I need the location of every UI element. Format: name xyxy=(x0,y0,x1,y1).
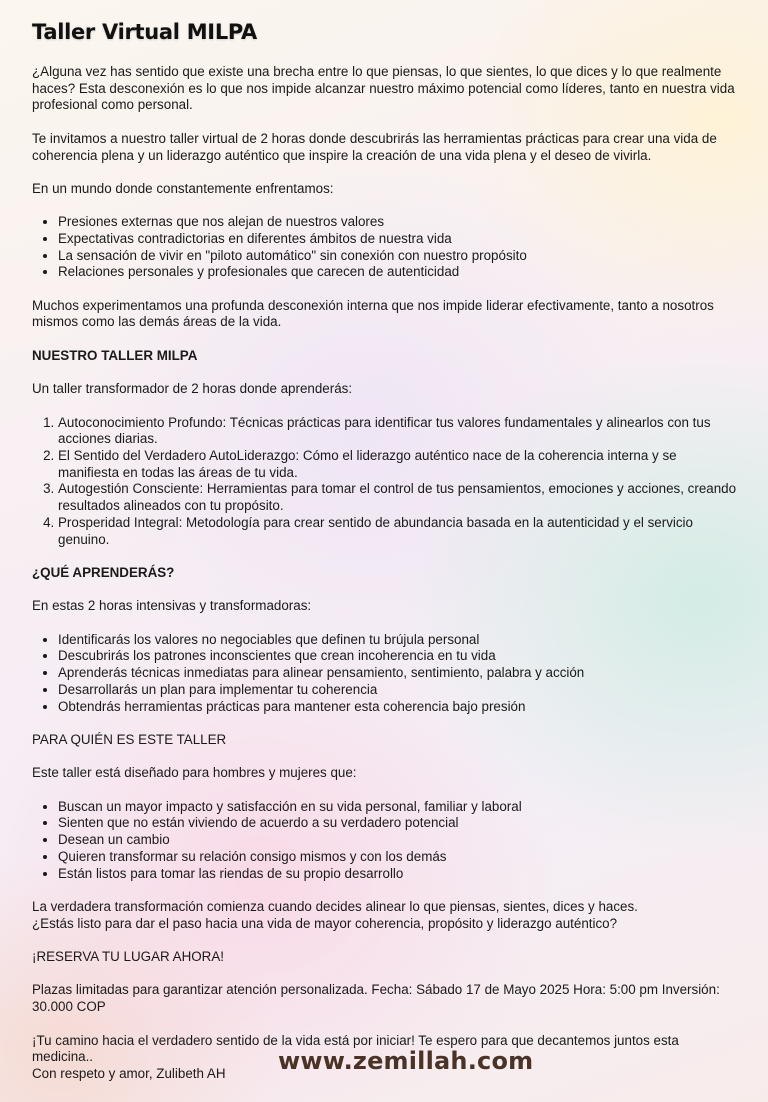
list-item: • Relaciones personales y profesionales que carecen de autenticidad xyxy=(58,264,738,281)
event-details: Plazas limitadas para garantizar atención personalizada. Fecha: Sábado 17 de Mayo 2025 Hora: 5:00 pm Inversión: 30.000 COP xyxy=(32,982,720,1015)
list-item: 3. Autogestión Consciente: Herramientas para tomar el control de tus pensamientos, emociones y acciones, creando resultados alineados con tu propósito. xyxy=(58,481,738,514)
workshop-list xyxy=(32,415,738,549)
audience-lead: Este taller está diseñado para hombres y mujeres que: xyxy=(32,765,357,781)
list-item: • Aprenderás técnicas inmediatas para alinear pensamiento, sentimiento, palabra y acción xyxy=(58,665,738,682)
list-item: • Desarrollarás un plan para implementar tu coherencia xyxy=(58,682,738,699)
list-item: • Quieren transformar su relación consigo mismos y con los demás xyxy=(58,849,738,866)
intro-paragraph: ¿Alguna vez has sentido que existe una brecha entre lo que piensas, lo que sientes, lo que dices y lo que realmente haces? Esta desconexión es lo que nos impide alcanzar nuestro máximo potencial como líderes, tanto en nuestra vida profesional como personal. xyxy=(32,64,735,113)
list-item: • Descubrirás los patrones inconscientes que crean incoherencia en tu vida xyxy=(58,648,738,665)
closing-paragraph xyxy=(32,899,738,932)
signature: Con respeto y amor, Zulibeth AH xyxy=(32,1065,226,1081)
page-title: Taller Virtual MILPA xyxy=(32,20,258,44)
workshop-lead: Un taller transformador de 2 horas donde aprenderás: xyxy=(32,381,353,397)
list-item: • Obtendrás herramientas prácticas para mantener esta coherencia bajo presión xyxy=(58,699,738,716)
workshop-heading: NUESTRO TALLER MILPA xyxy=(32,347,198,363)
list-item: • Sienten que no están viviendo de acuerdo a su verdadero potencial xyxy=(58,815,738,832)
list-item: 1. Autoconocimiento Profundo: Técnicas prácticas para identificar tus valores fundamentales y alinearlos con tus acciones diarias. xyxy=(58,415,738,448)
list-item: • Están listos para tomar las riendas de su propio desarrollo xyxy=(58,866,738,883)
list-item: • Identificarás los valores no negociables que definen tu brújula personal xyxy=(58,632,738,649)
learn-heading: ¿QUÉ APRENDERÁS? xyxy=(32,564,175,580)
list-item: 4. Prosperidad Integral: Metodología para crear sentido de abundancia basada en la autenticidad y el servicio genuino. xyxy=(58,515,738,548)
list-item: • Presiones externas que nos alejan de nuestros valores xyxy=(58,214,738,231)
list-item: 2. El Sentido del Verdadero AutoLiderazgo: Cómo el liderazgo auténtico nace de la coherencia interna y se manifiesta en todas las áreas de tu vida. xyxy=(58,448,738,481)
audience-list xyxy=(32,799,738,883)
learn-lead: En estas 2 horas intensivas y transformadoras: xyxy=(32,598,312,614)
challenges-list xyxy=(32,214,738,281)
closing-line-1: La verdadera transformación comienza cuando decides alinear lo que piensas, sientes, dices y haces. xyxy=(32,898,638,914)
list-item: • Expectativas contradictorias en diferentes ámbitos de nuestra vida xyxy=(58,231,738,248)
learn-list xyxy=(32,632,738,716)
list-item: • Desean un cambio xyxy=(58,832,738,849)
closing-line-2: ¿Estás listo para dar el paso hacia una vida de mayor coherencia, propósito y liderazgo auténtico? xyxy=(32,915,618,931)
invitation-paragraph: Te invitamos a nuestro taller virtual de 2 horas donde descubrirás las herramientas prácticas para crear una vida de coherencia plena y un liderazgo auténtico que inspire la creación de una vida plena y el deseo de vivirla. xyxy=(32,130,717,163)
disconnection-paragraph: Muchos experimentamos una profunda desconexión interna que nos impide liderar efectivamente, tanto a nosotros mismos como las demás áreas de la vida. xyxy=(32,297,714,330)
list-item: • La sensación de vivir en "piloto automático" sin conexión con nuestro propósito xyxy=(58,248,738,265)
document xyxy=(32,20,738,1099)
list-item: • Buscan un mayor impacto y satisfacción en su vida personal, familiar y laboral xyxy=(58,799,738,816)
call-to-action: ¡RESERVA TU LUGAR AHORA! xyxy=(32,949,224,965)
challenges-lead: En un mundo donde constantemente enfrentamos: xyxy=(32,180,334,196)
audience-heading: PARA QUIÉN ES ESTE TALLER xyxy=(32,731,227,747)
farewell-line-1: ¡Tu camino hacia el verdadero sentido de la vida está por iniciar! Te espero para que decantemos juntos esta medicina.. xyxy=(32,1032,679,1065)
website-link[interactable]: www.zemillah.com xyxy=(278,1047,534,1075)
